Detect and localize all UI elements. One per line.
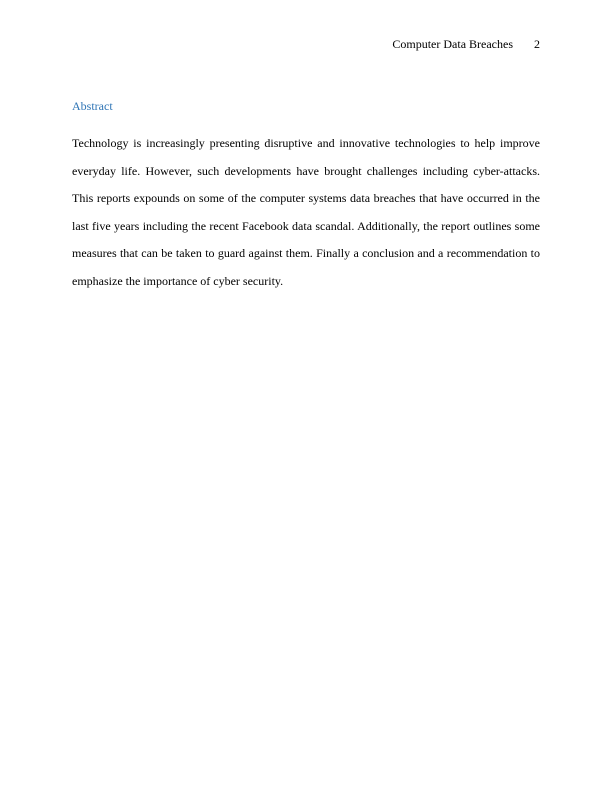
abstract-line: everyday life. However, such developments have brought challenges including cyber-attacks. (72, 163, 540, 178)
abstract-line: This reports expounds on some of the computer systems data breaches that have occurred in the (72, 191, 540, 206)
abstract-line: Technology is increasingly presenting disruptive and innovative technologies to help improve (72, 136, 540, 150)
abstract-line: last five years including the recent Facebook data scandal. Additionally, the report outlines some (72, 218, 540, 233)
abstract-heading: Abstract (72, 99, 113, 113)
running-head-title: Computer Data Breaches (392, 37, 513, 51)
page-number: 2 (534, 37, 540, 51)
abstract-line: emphasize the importance of cyber security. (72, 273, 284, 288)
abstract-line: measures that can be taken to guard against them. Finally a conclusion and a recommendation to (72, 246, 540, 261)
abstract-paragraph (72, 135, 540, 301)
running-head (392, 36, 540, 52)
